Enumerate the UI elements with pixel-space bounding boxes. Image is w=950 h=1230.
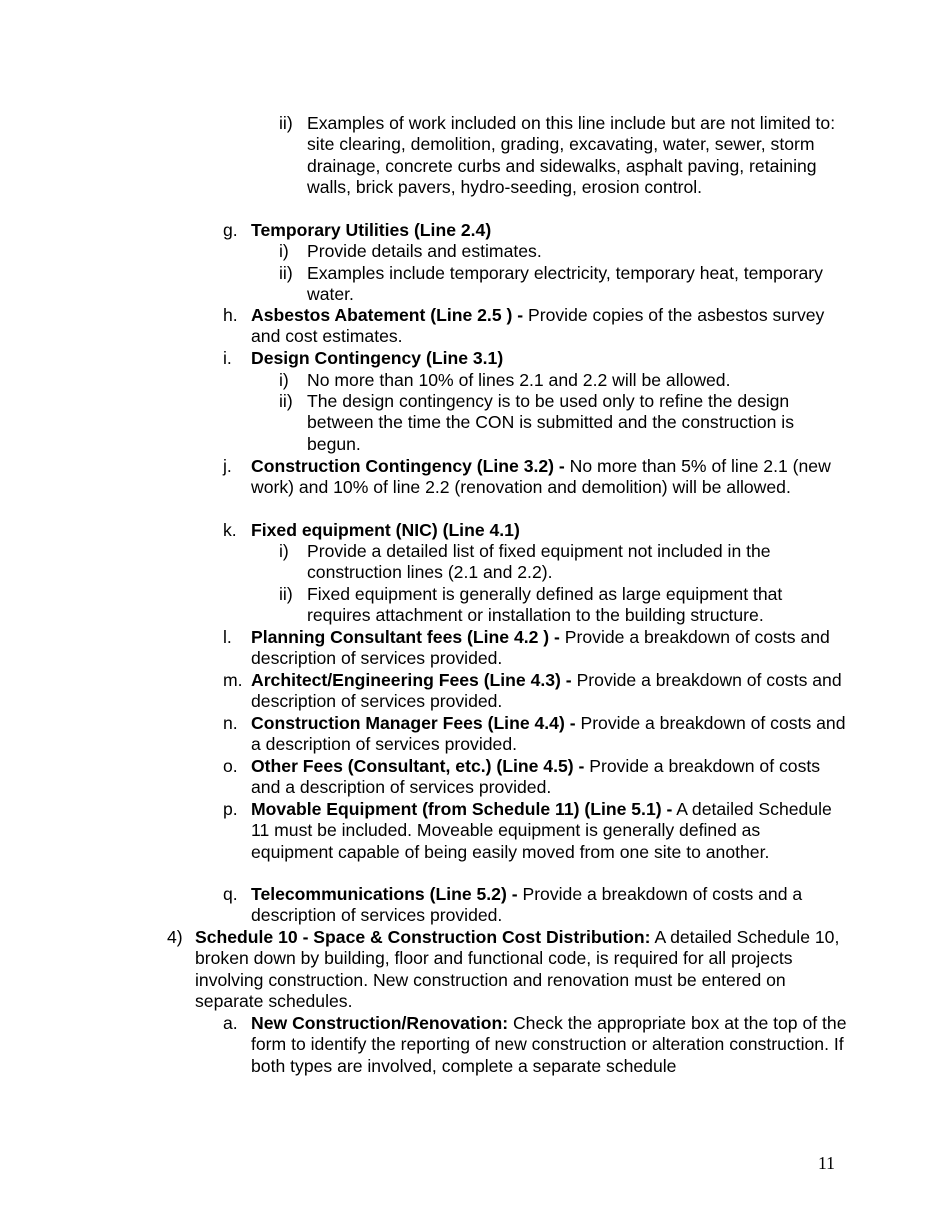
item-text: Provide a breakdown of costs and a description of services provided.: [251, 884, 803, 926]
list-marker: ii): [279, 113, 293, 133]
list-marker: p.: [223, 799, 238, 819]
list-item-site-work-examples: [279, 113, 847, 199]
list-item-other-fees: [223, 756, 847, 799]
list-item-asbestos-abatement: [223, 305, 847, 348]
list-item-temporary-utilities: [223, 220, 847, 241]
list-item-fixed-equipment: [223, 520, 847, 541]
list-item-temporary-utilities-examples: [279, 263, 847, 306]
item-title: Movable Equipment (from Schedule 11) (Line 5.1) -: [251, 799, 673, 819]
item-text: Provide a breakdown of costs and a description of services provided.: [251, 756, 821, 798]
list-item-planning-consultant-fees: [223, 627, 847, 670]
list-marker: m.: [223, 670, 243, 690]
item-title: Architect/Engineering Fees (Line 4.3) -: [251, 670, 572, 690]
list-marker: a.: [223, 1013, 238, 1033]
item-title: Fixed equipment (NIC) (Line 4.1): [251, 520, 520, 540]
list-item-new-construction-renovation: [223, 1013, 847, 1077]
item-title: Asbestos Abatement (Line 2.5 ) -: [251, 305, 524, 325]
list-marker: o.: [223, 756, 238, 776]
item-text: A detailed Schedule 11 must be included. Moveable equipment is generally defined as equipment capable of being easily moved from one site to another.: [251, 799, 832, 862]
item-text: The design contingency is to be used only to refine the design between the time the CON is submitted and the construction is begun.: [307, 391, 795, 454]
list-marker: n.: [223, 713, 238, 733]
list-item-movable-equipment: [223, 799, 847, 863]
list-item-schedule-10: [167, 927, 847, 1013]
list-item-architect-engineering-fees: [223, 670, 847, 713]
item-title: Telecommunications (Line 5.2) -: [251, 884, 518, 904]
list-item-temporary-utilities-details: [279, 241, 847, 262]
item-title: Design Contingency (Line 3.1): [251, 348, 504, 368]
list-marker: 4): [167, 927, 183, 947]
item-text: No more than 5% of line 2.1 (new work) and 10% of line 2.2 (renovation and demolition) will be allowed.: [251, 456, 831, 498]
item-text: No more than 10% of lines 2.1 and 2.2 will be allowed.: [307, 370, 731, 390]
list-item-construction-contingency: [223, 456, 847, 499]
list-marker: q.: [223, 884, 238, 904]
list-item-telecommunications: [223, 884, 847, 927]
list-item-design-contingency-usage: [279, 391, 847, 455]
item-text: Examples include temporary electricity, temporary heat, temporary water.: [307, 263, 823, 305]
list-item-construction-manager-fees: [223, 713, 847, 756]
item-text: A detailed Schedule 10, broken down by building, floor and functional code, is required for all projects involving construction. New construction and renovation must be entered on separate schedules.: [195, 927, 840, 1012]
list-item-design-contingency-limit: [279, 370, 847, 391]
list-item-fixed-equipment-definition: [279, 584, 847, 627]
page-number: 11: [818, 1153, 835, 1173]
item-title: Other Fees (Consultant, etc.) (Line 4.5) -: [251, 756, 585, 776]
item-title: New Construction/Renovation:: [251, 1013, 509, 1033]
list-marker: ii): [279, 584, 293, 604]
list-marker: k.: [223, 520, 237, 540]
list-marker: i): [279, 370, 289, 390]
item-title: Construction Contingency (Line 3.2) -: [251, 456, 565, 476]
list-marker: i): [279, 541, 289, 561]
item-text: Provide a breakdown of costs and description of services provided.: [251, 627, 830, 669]
item-title: Planning Consultant fees (Line 4.2 ) -: [251, 627, 560, 647]
item-text: Fixed equipment is generally defined as large equipment that requires attachment or installation to the building structure.: [307, 584, 783, 626]
list-marker: j.: [223, 456, 232, 476]
item-title: Temporary Utilities (Line 2.4): [251, 220, 492, 240]
item-title: Schedule 10 - Space & Construction Cost Distribution:: [195, 927, 651, 947]
item-title: Construction Manager Fees (Line 4.4) -: [251, 713, 576, 733]
item-text: Provide copies of the asbestos survey and cost estimates.: [251, 305, 825, 347]
item-text: Examples of work included on this line include but are not limited to: site clearing, demolition, grading, excavating, water, sewer, storm drainage, concrete curbs and sidewalks, asphalt paving, retaining walls, brick pavers, hydro-seeding, erosion control.: [307, 113, 836, 198]
list-marker: i): [279, 241, 289, 261]
list-marker: h.: [223, 305, 238, 325]
item-text: Provide a breakdown of costs and a description of services provided.: [251, 713, 846, 755]
list-marker: ii): [279, 391, 293, 411]
list-marker: i.: [223, 348, 232, 368]
list-marker: ii): [279, 263, 293, 283]
item-text: Check the appropriate box at the top of the form to identify the reporting of new construction or alteration construction. If both types are involved, complete a separate schedule: [251, 1013, 847, 1076]
list-item-fixed-equipment-list: [279, 541, 847, 584]
item-text: Provide a detailed list of fixed equipment not included in the construction lines (2.1 and 2.2).: [307, 541, 771, 583]
list-item-design-contingency: [223, 348, 847, 369]
list-marker: l.: [223, 627, 232, 647]
item-text: Provide a breakdown of costs and description of services provided.: [251, 670, 842, 712]
item-text: Provide details and estimates.: [307, 241, 542, 261]
list-marker: g.: [223, 220, 238, 240]
